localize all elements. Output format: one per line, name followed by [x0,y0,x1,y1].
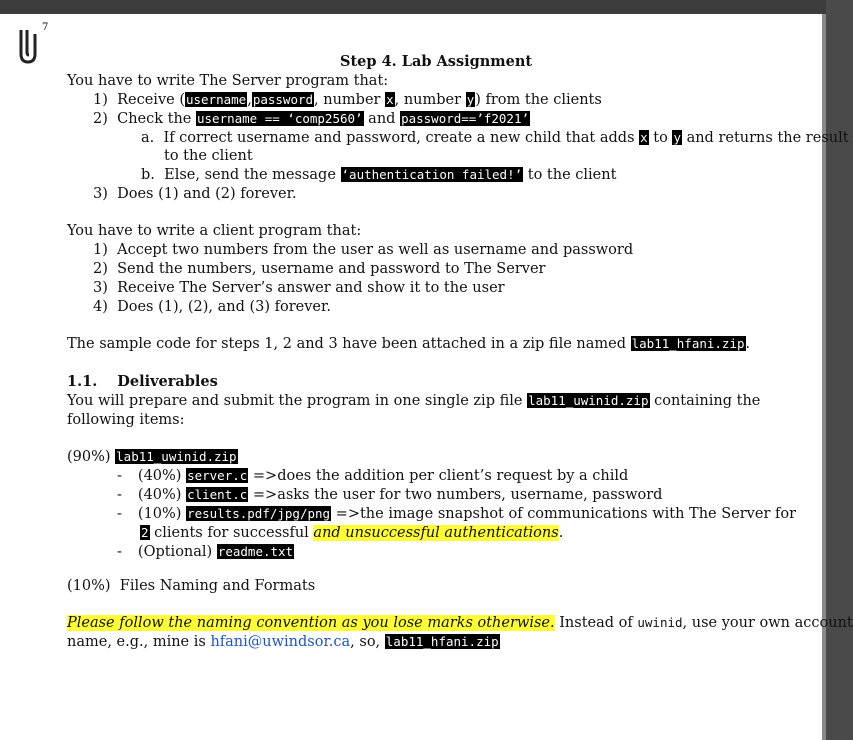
code-username-check: username == ‘comp2560’ [197,111,363,126]
sample-code-note: The sample code for steps 1, 2 and 3 have been attached in a zip file named lab11_hfani.zip. [67,336,751,352]
deliverables-para: You will prepare and submit the program in one single zip file lab11_uwinid.zip containing the [67,393,761,409]
naming-note-cont: name, e.g., mine is hfani@uwindsor.ca, so, lab11_hfani.zip [67,634,499,650]
server-intro: You have to write The Server program that: [67,73,389,89]
code-note-zip: lab11_hfani.zip [385,634,499,649]
deliverable-10: (10%) Files Naming and Formats [67,578,316,594]
deliverable-item-client: - (40%) client.c =>asks the user for two numbers, username, password [117,487,663,503]
deliverable-item-server: - (40%) server.c =>does the addition per client’s request by a child [117,468,629,484]
server-step-2a: a. If correct username and password, create a new child that adds x to y and returns the result [141,130,849,146]
code-results: results.pdf/jpg/png [187,506,331,521]
client-intro: You have to write a client program that: [67,223,362,239]
client-step-3: 3) Receive The Server’s answer and show it to the user [93,280,505,296]
code-client-c: client.c [187,487,248,502]
highlight-naming: Please follow the naming convention as you lose marks otherwise. [67,615,555,631]
code-username: username [185,92,247,107]
naming-note: Please follow the naming convention as you lose marks otherwise. Instead of uwinid, use your own account [67,615,853,631]
server-step-1: 1) Receive (username,password, number x, number y) from the clients [93,92,602,108]
highlight-unsuccessful: and unsuccessful authentications [313,525,559,541]
server-step-2a-cont: to the client [164,148,253,164]
client-step-1: 1) Accept two numbers from the user as well as username and password [93,242,634,258]
server-step-2: 2) Check the username == ‘comp2560’ and password==’f2021’ [93,111,529,127]
code-readme: readme.txt [217,544,294,559]
deliverables-heading: 1.1. Deliverables [67,373,218,390]
page-title: Step 4. Lab Assignment [340,53,533,70]
code-y: y [673,130,681,145]
code-server-c: server.c [187,468,248,483]
email-link[interactable]: hfani@uwindsor.ca [210,634,351,650]
deliverable-item-results-cont: 2 clients for successful and unsuccessful authentications. [141,525,564,541]
code-sample-zip: lab11_hfani.zip [631,336,745,351]
deliverables-para-cont: following items: [67,412,185,428]
code-password-check: password==’f2021’ [401,111,529,126]
code-zip90: lab11_uwinid.zip [116,449,237,464]
code-password: password [252,92,314,107]
code-two: 2 [141,525,149,540]
client-step-4: 4) Does (1), (2), and (3) forever. [93,299,331,315]
code-y: y [466,92,475,107]
code-deliv-zip: lab11_uwinid.zip [528,393,649,408]
deliverable-90: (90%) lab11_uwinid.zip [67,449,237,465]
code-x: x [640,130,648,145]
deliverable-item-readme: - (Optional) readme.txt [117,544,294,560]
code-x: x [386,92,394,107]
code-uwinid: uwinid [637,615,683,630]
client-step-2: 2) Send the numbers, username and password to The Server [93,261,546,277]
server-step-2b: b. Else, send the message ‘authentication failed!’ to the client [141,167,617,183]
deliverable-item-results: - (10%) results.pdf/jpg/png =>the image snapshot of communications with The Server for [117,506,797,522]
code-auth-failed: ‘authentication failed!’ [341,167,523,182]
paperclip-icon [14,24,42,68]
viewer-top-bar [0,0,826,14]
server-step-3: 3) Does (1) and (2) forever. [93,186,297,202]
page-number: 7 [42,22,49,33]
